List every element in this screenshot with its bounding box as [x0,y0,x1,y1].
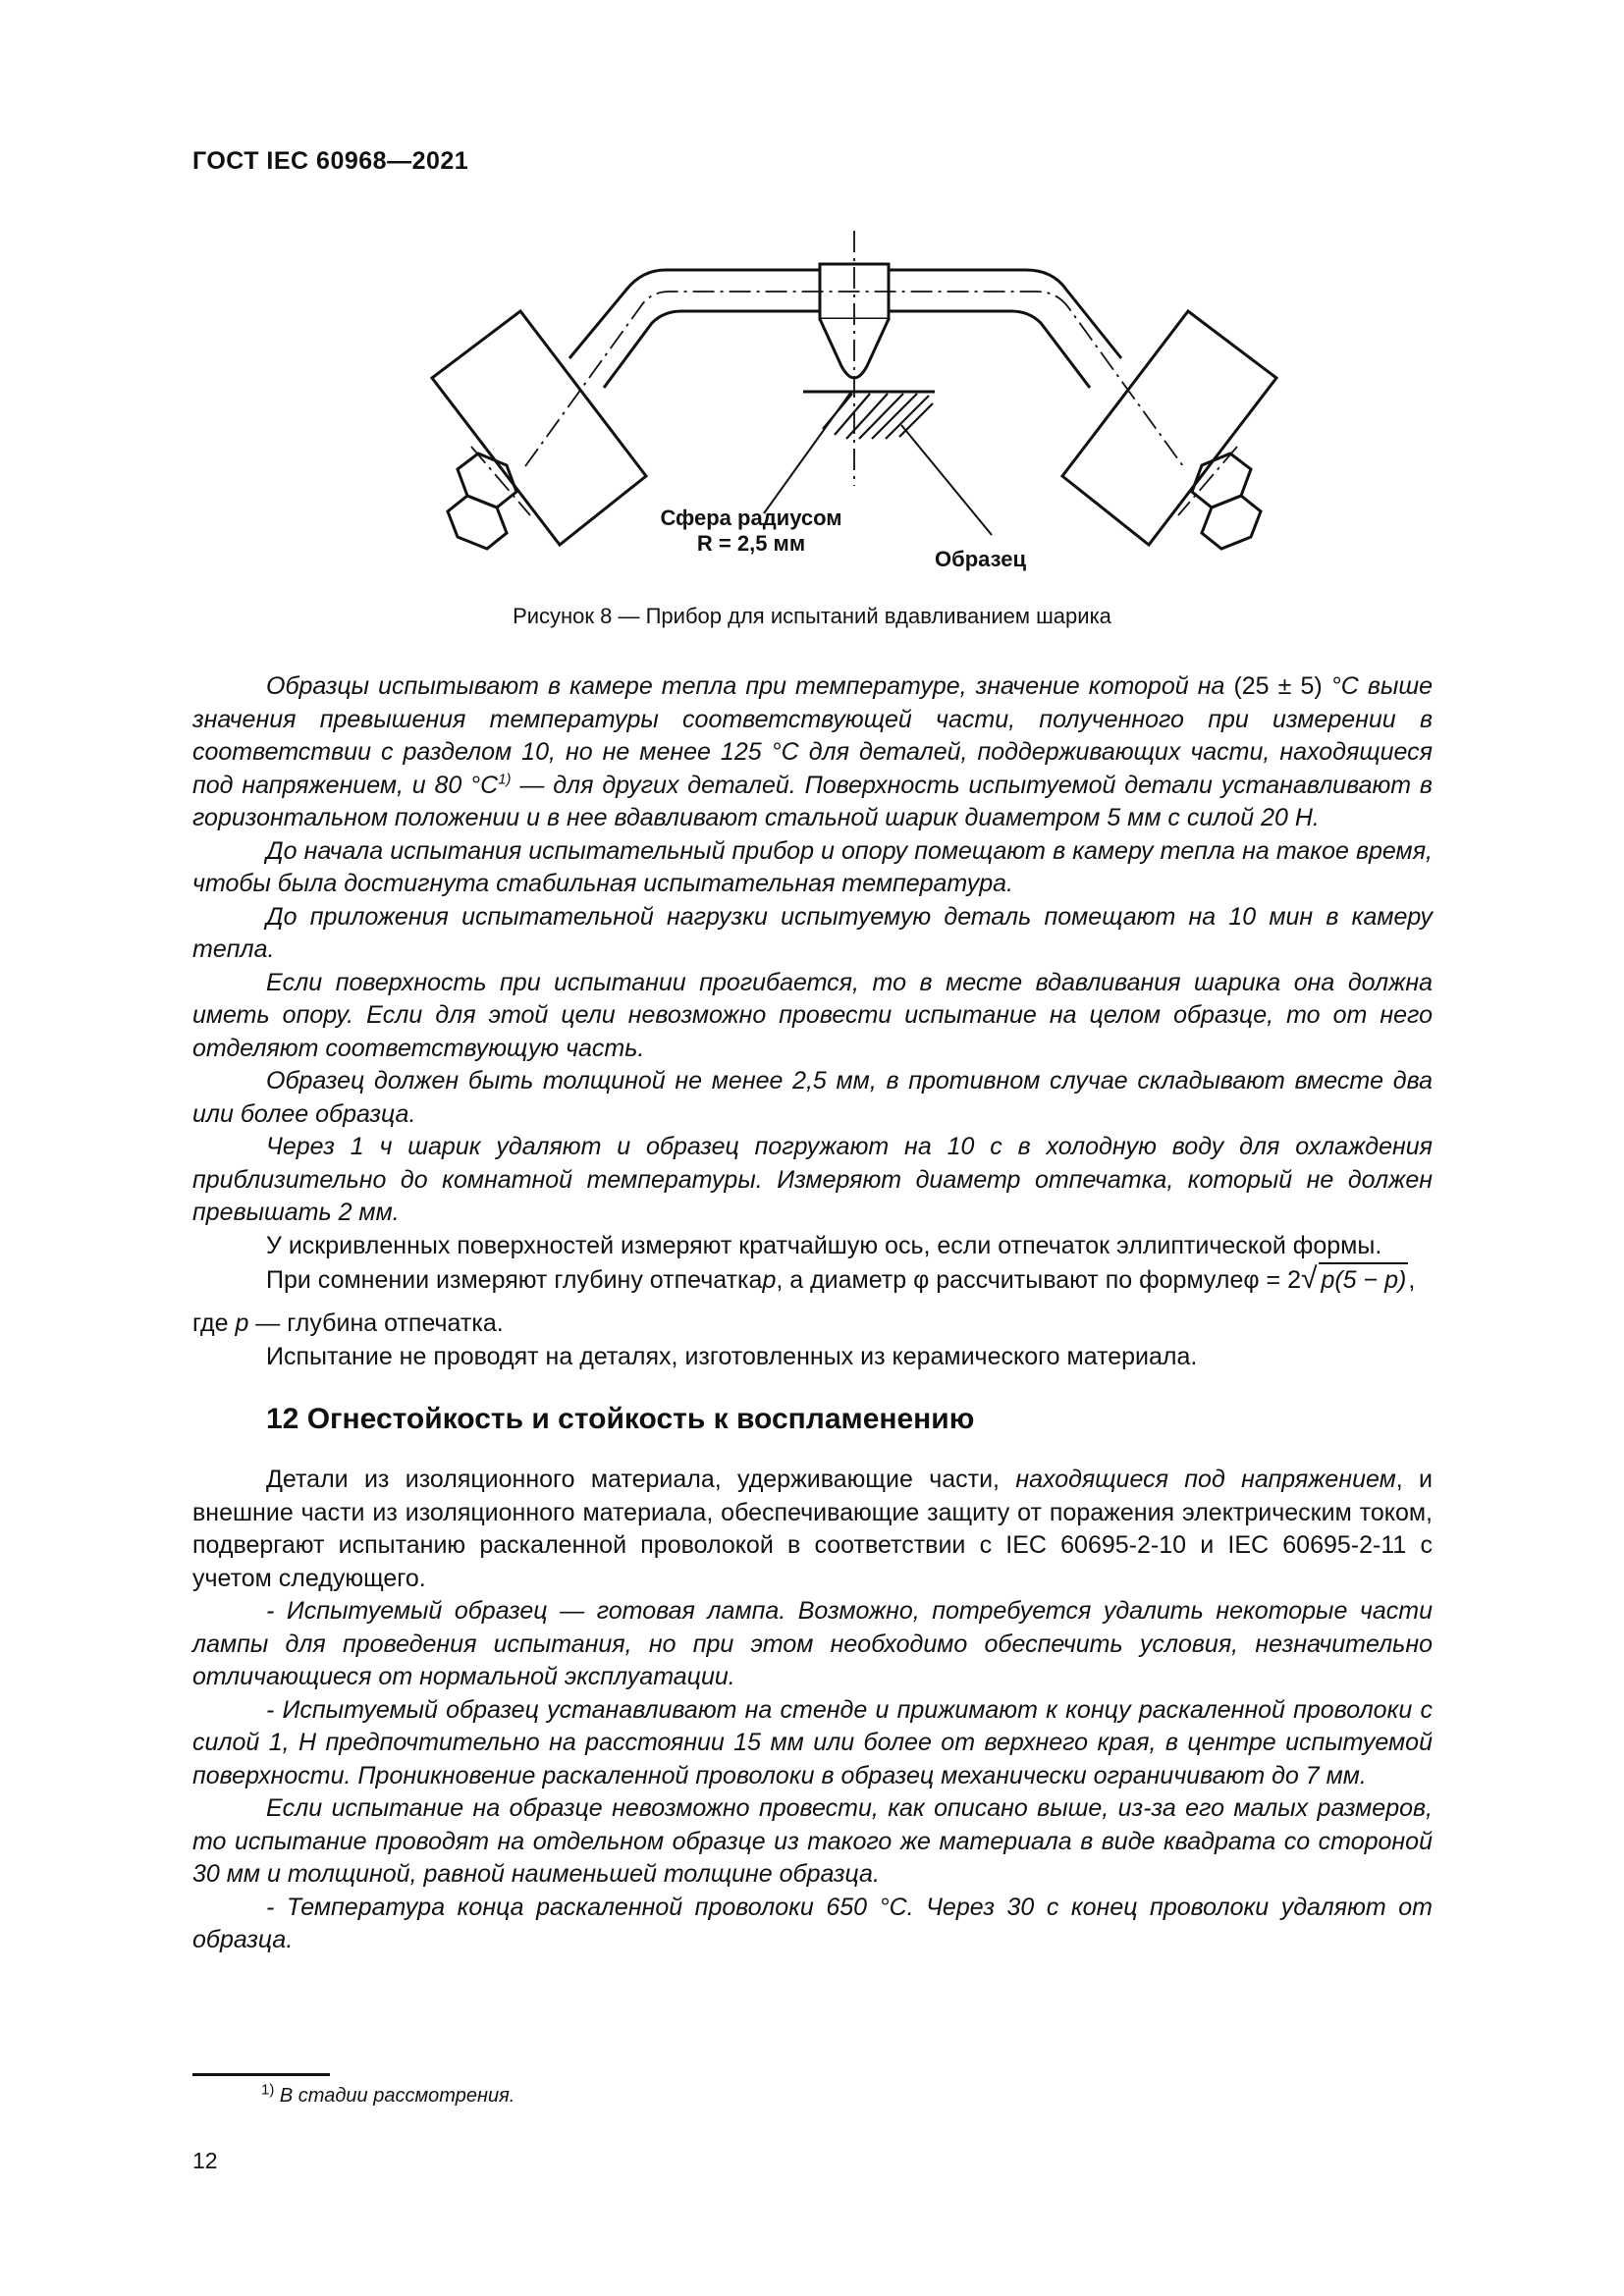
figure-caption: Рисунок 8 — Прибор для испытаний вдавливанием шарика [513,604,1111,628]
section-heading: 12 Огнестойкость и стойкость к воспламенению [266,1403,975,1435]
paragraph: - Температура конца раскаленной проволоки 650 °С. Через 30 с конец проволоки удаляют от образца. [192,1893,1433,1953]
paragraph: Если поверхность при испытании прогибается, то в месте вдавливания шарика она должна иметь опору. Если для этой цели невозможно провести испытание на целом образце, то от него отделяют соответствующую часть. [192,968,1433,1062]
paragraph: Через 1 ч шарик удаляют и образец погружают на 10 с в холодную воду для охлаждения приблизительно до комнатной температуры. Измеряют диаметр отпечатка, который не должен превышать 2 мм. [192,1133,1433,1226]
paragraph: У искривленных поверхностей измеряют кратчайшую ось, если отпечаток эллиптической формы. [266,1231,1382,1259]
paragraph: До начала испытания испытательный прибор и опору помещают в камеру тепла на такое время, чтобы была достигнута стабильная испытательная температура. [192,836,1433,897]
left-block [432,311,646,545]
figure-ball-pressure-apparatus [412,221,1296,584]
leader-sample [901,425,992,535]
footnote: $^{1)}$ В стадии рассмотрения. [261,2081,515,2107]
paragraph: Испытание не проводят на деталях, изготовленных из керамического материала. [266,1342,1198,1370]
paragraph: Если испытание на образце невозможно провести, как описано выше, из-за его малых размеров, то испытание проводят на отдельном образце из такого же материала в виде квадрата со стороной 30 мм и толщиной, равной наименьшей толщине образца. [192,1794,1433,1888]
paragraph: - Испытуемый образец — готовая лампа. Возможно, потребуется удалить некоторые части лампы для проведения испытания, но при этом необходимо обеспечить условия, незначительно отличающиеся от нормальной эксплуатации. [192,1597,1433,1690]
paragraph: Образцы испытывают в камере тепла при температуре, значение которой на (25 ± 5) °С выше значения превышения температуры соответствующей части, полученного при измерении в соответствии с разделом 10, но не менее 125 °С для деталей, поддерживающих части, находящиеся под напряжением, и 80 $^\circ С^{1)}$ — для других деталей. Поверхность испытуемой детали устанавливают в горизонтальном положении и в нее вдавливают стальной шарик диаметром 5 мм с силой 20 Н. [192,672,1434,831]
footnote-divider [192,2073,330,2076]
main-text [192,670,1433,1957]
document-header: ГОСТ IEC 60968—2021 [192,147,469,175]
label-sample: Образец [935,547,1027,571]
label-sphere-radius: Сфера радиусом R = 2,5 мм [660,506,842,556]
paragraph: Образец должен быть толщиной не менее 2,5 мм, в противном случае складывают вместе два или более образца. [192,1067,1433,1128]
footnote-ref: 1) [498,771,512,788]
sample-hatching [823,394,933,439]
page-number: 12 [192,2148,218,2173]
paragraph: - Испытуемый образец устанавливают на стенде и прижимают к концу раскаленной проволоки с силой 1, Н предпочтительно на расстоянии 15 мм или более от верхнего края, в центре испытуемой поверхности. Проникновение раскаленной проволоки в образец механически ограничивают до 7 мм. [192,1695,1433,1789]
paragraph: где p — глубина отпечатка. [192,1309,504,1337]
paragraph: Детали из изоляционного материала, удерживающие части, находящиеся под напряжением, и внешние части из изоляционного материала, обеспечивающие защиту от поражения электрическим током, подвергают испытанию раскаленной проволокой в соответствии с IEC 60695-2-10 и IEC 60695-2-11 с учетом следующего. [192,1466,1433,1592]
right-block [1062,311,1276,545]
radical-sign: √ [1300,1262,1318,1295]
paragraph: До приложения испытательной нагрузки испытуемую деталь помещают на 10 мин в камеру тепла. [192,902,1433,963]
formula: φ = 2√ p(5 − p), [1243,1262,1415,1298]
formula-paragraph: При сомнении измеряют глубину отпечатка p , а диаметр φ рассчитывают по формуле φ = 2√ p(5 − p), [192,1262,1433,1308]
